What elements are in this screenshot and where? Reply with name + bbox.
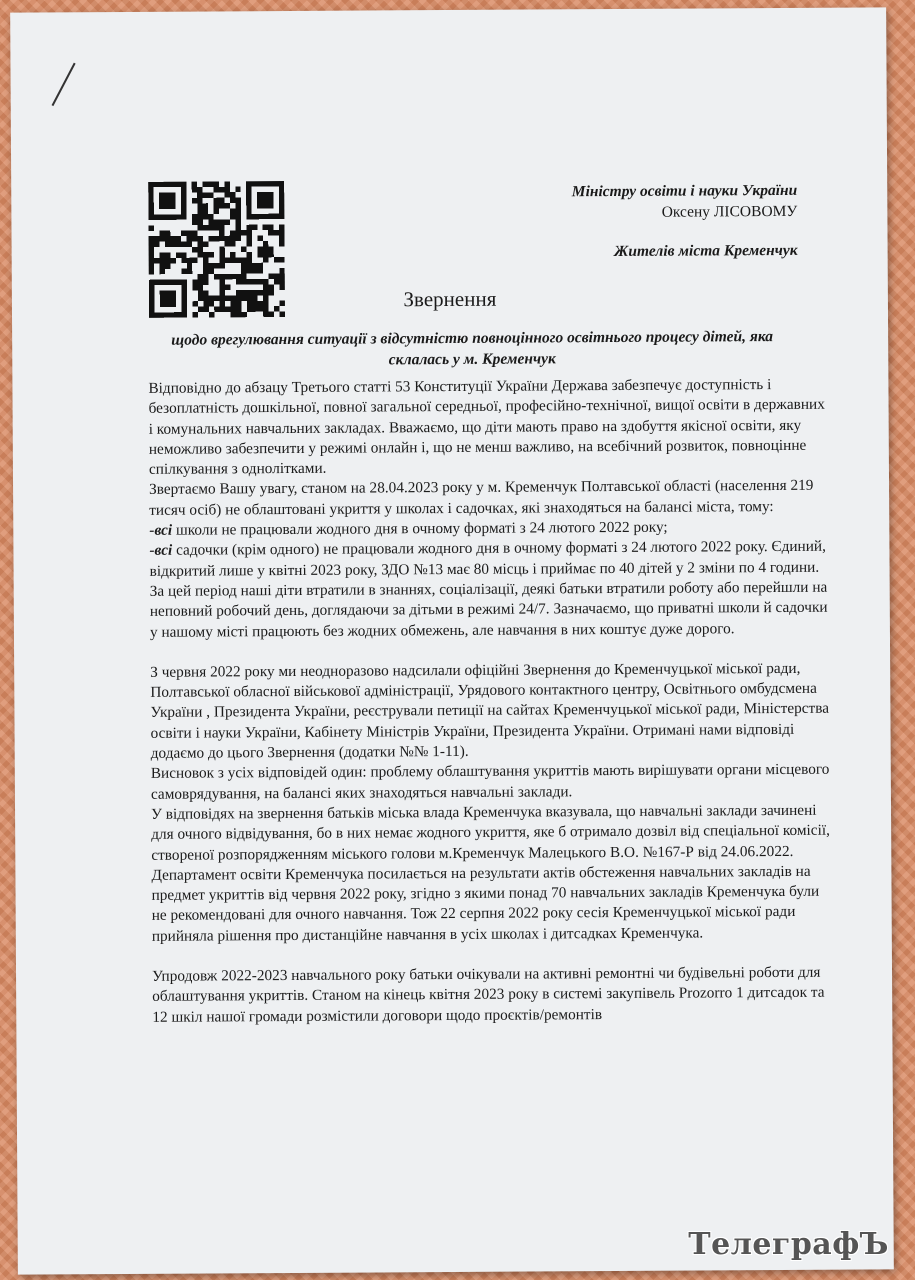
- paragraph: У відповідях на звернення батьків міська влада Кременчука вказувала, що навчальні заклади зачинені для очного відвідування, бо в них немає жодного укриття, яке б отримало дозвіл від спеціальної комісії, створеної розпорядженням міського голови м.Кременчук Малецького В.О. №167-Р від 24.06.2022. Департамент освіти Кременчука посилається на результати актів обстеження навчальних закладів на предмет укриттів від червня 2022 року, згідно з якими понад 70 навчальних закладів Кременчука були не рекомендовані для очного навчання. Тож 22 серпня 2022 року сесія Кременчуцької міської ради прийняла рішення про дистанційне навчання в усіх школах і дитсадках Кременчука.: [151, 801, 830, 945]
- paragraph: Упродовж 2022-2023 навчального року батьки очікували на активні ремонтні чи будівельні роботи для облаштування укриттів. Станом на кінець квітня 2023 року в системі закупівель Prozorro 1 дитсадок та 12 шкіл нашої громади розмістили договори щодо проєктів/ремонтів: [151, 963, 825, 1026]
- watermark-logo: ТелеграфЪ: [688, 1227, 889, 1262]
- sender-line: Жителів міста Кременчук: [614, 241, 798, 261]
- emphasis: -всі: [149, 542, 173, 560]
- addressee-block: [572, 180, 798, 262]
- paragraph-text: школи не працювали жодного дня в очному форматі з 24 лютого 2022 року;: [172, 518, 668, 539]
- paragraph: Відповідно до абзацу Третього статті 53 Конституції України Держава забезпечує доступність і безоплатність дошкільної, повної загальної середньої, професійно-технічної, вищої освіти в державних і комунальних навчальних закладах. Вважаємо, що діти мають право на здобуття якісної освіти, яку неможливо забезпечити у режимі онлайн і, що не менш важливо, на всебічний розвиток, повноцінне спілкування з однолітками.: [148, 376, 825, 479]
- paragraph: Звертаємо Вашу увагу, станом на 28.04.2023 року у м. Кременчук Полтавської області (населення 219 тисяч осіб) не облаштовані укриття у школах і садочках, які знаходяться на балансі міста, тому:: [149, 477, 814, 519]
- emphasis: -всі: [149, 521, 173, 539]
- addressee-title: Міністру освіти і науки України: [571, 181, 798, 201]
- addressee-name: Оксену ЛІСОВОМУ: [661, 202, 798, 221]
- paragraph: З червня 2022 року ми неодноразово надсилали офіційні Звернення до Кременчуцької міської ради, Полтавської обласної військової адміністрації, Урядового контактного центру, Освітнього омбудсмена України , Президента України, реєстрували петиції на сайтах Кременчуцької міської ради, Міністерства освіти і науки України, Кабінету Міністрів України, Президента України. Отримані нами відповіді додаємо до цього Звернення (додатки №№ 1-11).: [150, 659, 830, 762]
- document-title: Звернення: [403, 286, 497, 312]
- document-body: [148, 375, 832, 1028]
- paragraph-text: садочки (крім одного) не працювали жодного дня в очному форматі з 24 лютого 2022 року. Єдиний, відкритий лише у квітні 2023 року, ЗДО №13 має 80 місць і приймає по 40 дітей у 2 зміни по 4 години.: [149, 538, 826, 580]
- document-subtitle: щодо врегулювання ситуації з відсутністю повноцінного освітнього процесу дітей, яка склалась у м. Кременчук: [171, 328, 774, 369]
- paragraph: [149, 537, 829, 582]
- paragraph: Висновок з усіх відповідей один: проблему облаштування укриттів мають вирішувати органи місцевого самоврядування, на балансі яких знаходяться навчальні заклади.: [150, 761, 830, 803]
- document-page: [10, 7, 894, 1274]
- staple-mark: [52, 63, 76, 106]
- paragraph: За цей період наші діти втратили в знаннях, соціалізації, деякі батьки втратили роботу або перейшли на неповний робочий день, доглядаючи за дітьми в режимі 24/7. Зазначаємо, що приватні школи й садочки у нашому місті працюють без жодних обмежень, але навчання в них коштує дуже дорого.: [149, 578, 828, 641]
